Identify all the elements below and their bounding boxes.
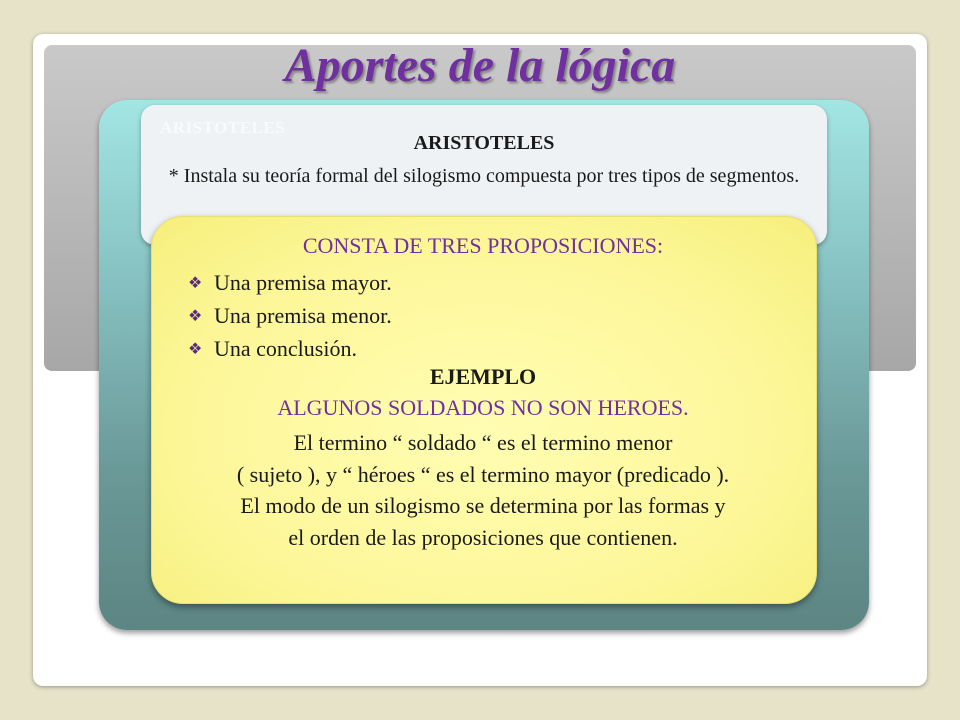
list-item	[188, 266, 392, 299]
ghost-label: ARISTOTELES	[160, 118, 286, 137]
diamond-bullet-icon: ❖	[188, 273, 203, 292]
diamond-bullet-icon: ❖	[188, 306, 203, 325]
example-statement: ALGUNOS SOLDADOS NO SON HEROES.	[277, 395, 689, 420]
list-item-label: Una premisa mayor.	[214, 270, 392, 295]
example-explanation	[165, 427, 801, 553]
diamond-bullet-icon: ❖	[188, 339, 203, 358]
list-item	[188, 332, 392, 365]
slide-title: Aportes de la lógica	[284, 39, 676, 92]
propositions-heading: CONSTA DE TRES PROPOSICIONES:	[302, 233, 664, 258]
explanation-line: ( sujeto ), y “ héroes “ es el termino mayor (predicado ).	[236, 461, 730, 487]
card-text: * Instala su teoría formal del silogismo compuesta por tres tipos de segmentos.	[168, 165, 800, 187]
example-label: EJEMPLO	[429, 364, 537, 389]
card-heading: ARISTOTELES	[413, 132, 555, 154]
explanation-line: el orden de las proposiciones que contienen.	[288, 524, 678, 550]
propositions-list	[188, 266, 392, 365]
explanation-line: El modo de un silogismo se determina por las formas y	[240, 493, 726, 518]
list-item-label: Una premisa menor.	[214, 303, 392, 328]
list-item	[188, 299, 392, 332]
explanation-line: El termino “ soldado “ es el termino menor	[293, 430, 673, 455]
list-item-label: Una conclusión.	[214, 336, 357, 361]
